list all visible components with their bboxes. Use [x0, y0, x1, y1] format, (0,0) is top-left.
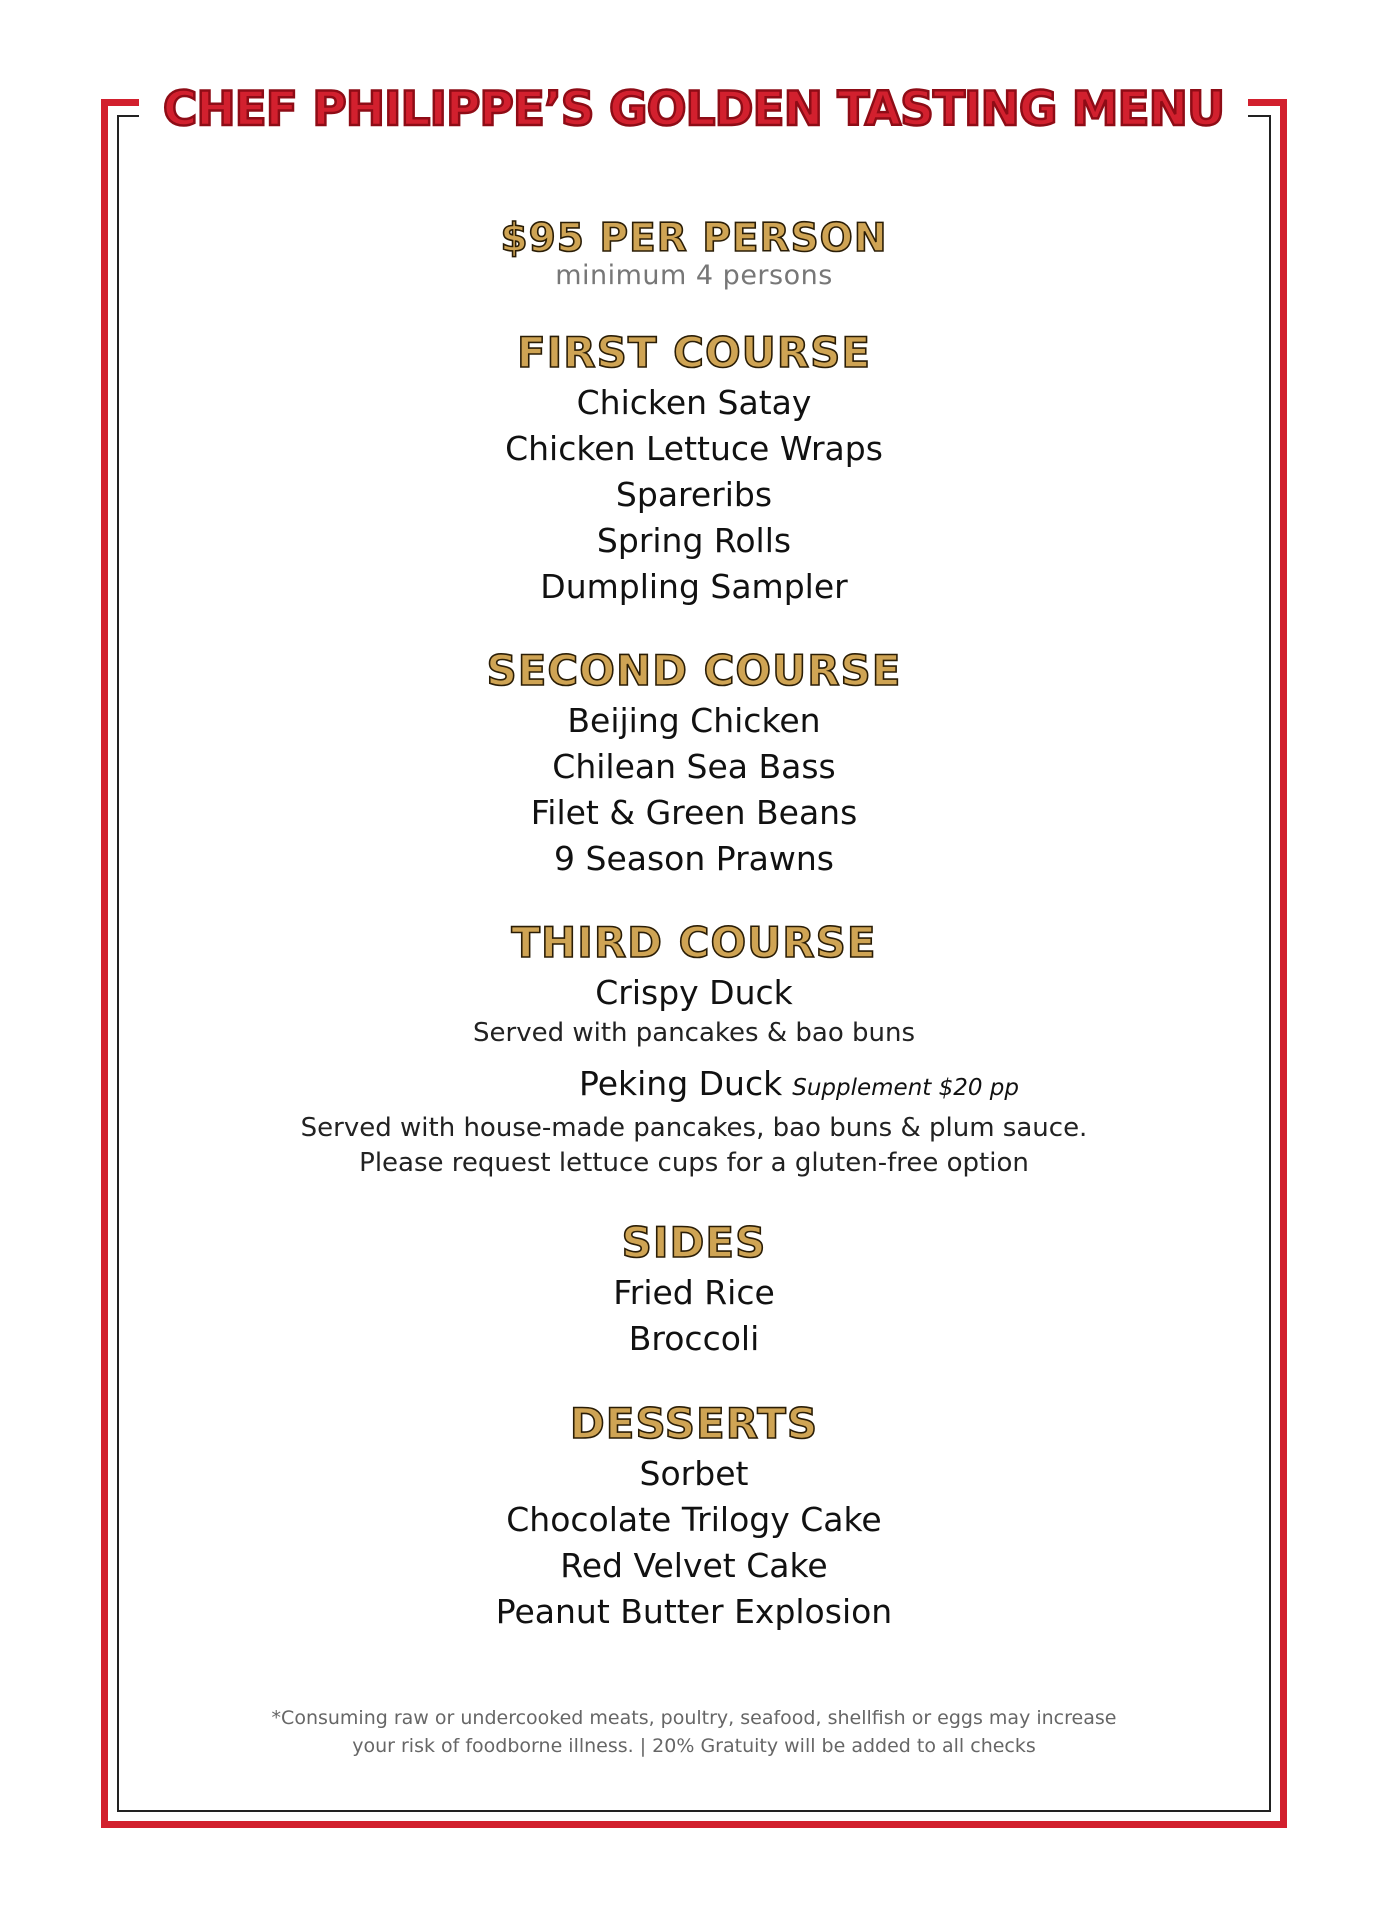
sides-heading: SIDES: [621, 1218, 767, 1267]
menu-item: Filet & Green Beans: [530, 793, 858, 832]
second-course-section: [117, 645, 1271, 882]
title-wrap: [0, 78, 1387, 142]
menu-item: Peanut Butter Explosion: [495, 1592, 893, 1631]
desserts-section: [117, 1398, 1271, 1635]
disclaimer-line-2: your risk of foodborne illness. | 20% Gratuity will be added to all checks: [352, 1735, 1036, 1757]
menu-item: Red Velvet Cake: [560, 1546, 828, 1585]
desserts-heading: DESSERTS: [569, 1399, 819, 1448]
peking-duck-note-2: Please request lettuce cups for a gluten-free option: [359, 1148, 1029, 1178]
price-heading: $95 PER PERSON: [500, 216, 888, 261]
menu-item: Chilean Sea Bass: [552, 747, 836, 786]
menu-item: 9 Season Prawns: [554, 839, 834, 878]
menu-item: Chocolate Trilogy Cake: [506, 1500, 882, 1539]
third-course-heading: THIRD COURSE: [511, 918, 877, 967]
peking-duck-note-1: Served with house-made pancakes, bao buns & plum sauce.: [300, 1113, 1088, 1143]
menu-item: Broccoli: [628, 1319, 760, 1358]
price-note: minimum 4 persons: [555, 260, 833, 291]
menu-item: Dumpling Sampler: [540, 567, 848, 606]
menu-item: Spring Rolls: [596, 521, 792, 560]
disclaimer-line-1: *Consuming raw or undercooked meats, poultry, seafood, shellfish or eggs may increase: [271, 1707, 1117, 1729]
peking-duck-supplement: Supplement $20 pp: [792, 1075, 1020, 1101]
menu-item: Chicken Satay: [576, 383, 812, 422]
menu-item: Spareribs: [615, 475, 773, 514]
peking-duck-row: [117, 1061, 1271, 1111]
third-course-section: [117, 917, 1271, 1181]
menu-item: Fried Rice: [613, 1273, 775, 1312]
menu-item: Beijing Chicken: [567, 701, 821, 740]
crispy-duck-item: Crispy Duck: [595, 973, 793, 1012]
menu-item: Sorbet: [639, 1454, 749, 1493]
menu-title: CHEF PHILIPPE’S GOLDEN TASTING MENU: [139, 78, 1248, 142]
second-course-heading: SECOND COURSE: [486, 646, 902, 695]
first-course-heading: FIRST COURSE: [516, 328, 872, 377]
disclaimer: [117, 1704, 1271, 1760]
peking-duck-item: Peking Duck: [578, 1064, 783, 1103]
first-course-section: [117, 327, 1271, 610]
menu-item: Chicken Lettuce Wraps: [505, 429, 883, 468]
crispy-duck-note: Served with pancakes & bao buns: [473, 1018, 915, 1048]
sides-section: [117, 1217, 1271, 1362]
